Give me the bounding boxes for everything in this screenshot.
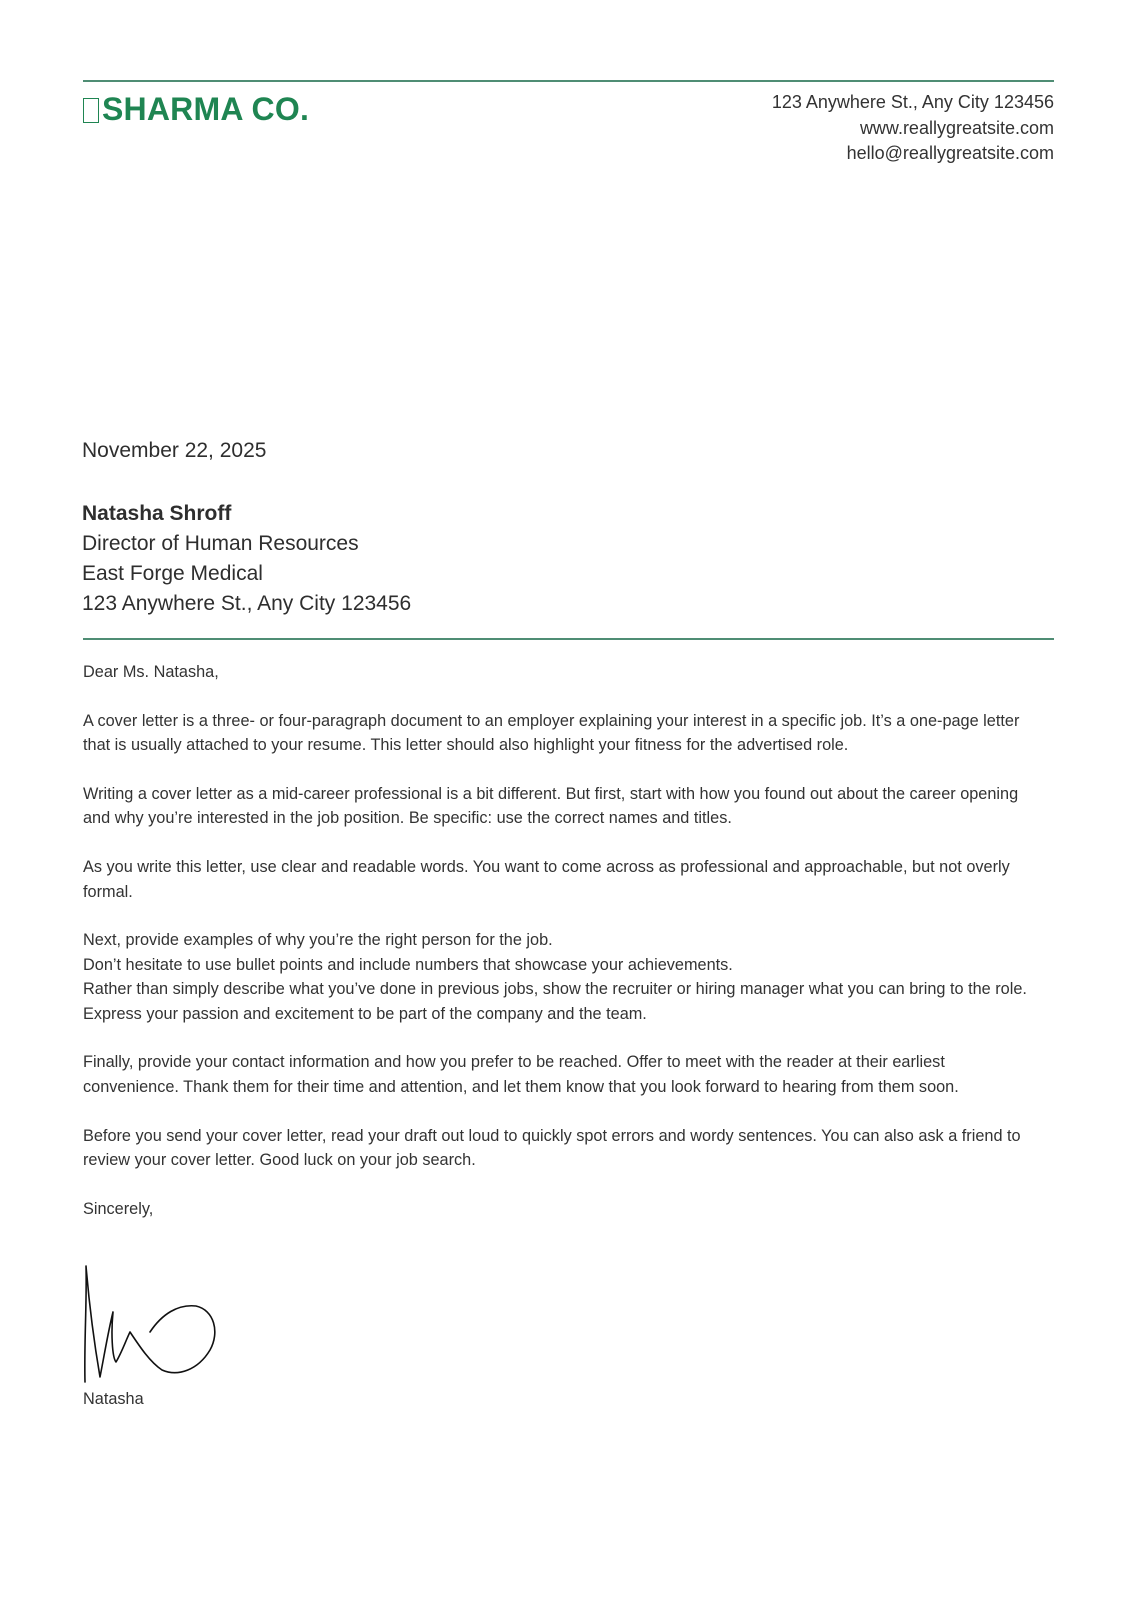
signer-name: Natasha [83, 1390, 144, 1408]
company-contact-block [772, 90, 1054, 167]
recipient-address: 123 Anywhere St., Any City 123456 [82, 592, 412, 615]
closing: Sincerely, [83, 1199, 154, 1218]
list-line-1: Next, provide examples of why you’re the right person for the job. [83, 931, 553, 950]
letter-date: November 22, 2025 [82, 439, 267, 462]
list-line-4: Express your passion and excitement to be part of the company and the team. [83, 1004, 647, 1023]
section-divider [83, 638, 1054, 640]
recipient-company: East Forge Medical [82, 562, 263, 585]
paragraph-6: Before you send your cover letter, read your draft out loud to quickly spot errors and wordy sentences. You can also ask a friend to review your cover letter. Good luck on your job search. [83, 1126, 1021, 1170]
company-logo [83, 91, 309, 128]
company-address: 123 Anywhere St., Any City 123456 [771, 92, 1054, 112]
paragraph-1: A cover letter is a three- or four-paragraph document to an employer explaining your interest in a specific job. It’s a one-page letter that is usually attached to your resume. This letter should also highlight your fitness for the advertised role. [83, 711, 1020, 755]
recipient-title: Director of Human Resources [82, 532, 359, 555]
company-name: SHARMA CO. [102, 91, 310, 127]
list-line-3: Rather than simply describe what you’ve done in previous jobs, show the recruiter or hiring manager what you can bring to the role. [83, 980, 1027, 999]
company-email: hello@reallygreatsite.com [846, 143, 1054, 163]
list-line-2: Don’t hesitate to use bullet points and include numbers that showcase your achievements. [83, 955, 733, 974]
paragraph-2: Writing a cover letter as a mid-career professional is a bit different. But first, start with how you found out about the career opening and why you’re interested in the job position. Be specific: use the correct names and titles. [83, 785, 1019, 828]
company-website: www.reallygreatsite.com [859, 117, 1054, 138]
recipient-name: Natasha Shroff [82, 502, 232, 525]
signature-image [78, 1262, 223, 1387]
letter-body [83, 660, 1043, 1246]
logo-box-icon [83, 98, 99, 123]
salutation: Dear Ms. Natasha, [83, 663, 219, 681]
paragraph-3: As you write this letter, use clear and readable words. You want to come across as professional and approachable, but not overly formal. [83, 858, 1010, 901]
header-divider [83, 80, 1054, 82]
recipient-block [82, 499, 411, 619]
paragraph-5: Finally, provide your contact information and how you prefer to be reached. Offer to meet with the reader at their earliest convenience. Thank them for their time and attention, and let them know that you look forward to hearing from them soon. [83, 1053, 959, 1096]
